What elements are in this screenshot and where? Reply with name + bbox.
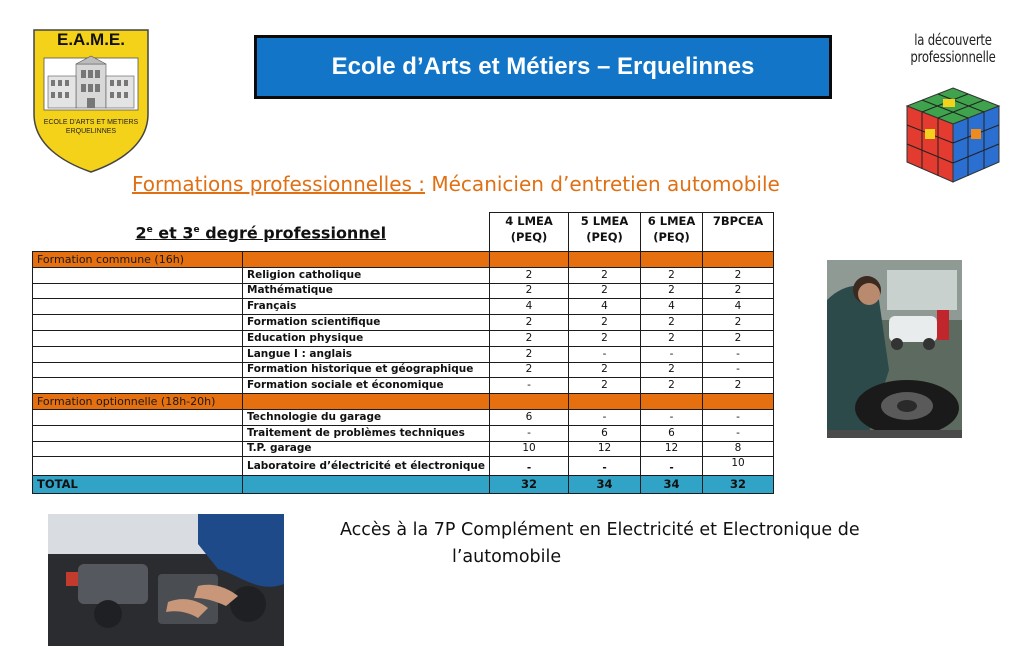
value-cell: 2 — [569, 330, 641, 346]
value-cell: 2 — [569, 283, 641, 299]
total-label: TOTAL — [33, 476, 243, 494]
column-header: 5 LMEA (PEQ) — [569, 213, 641, 252]
value-cell: 2 — [490, 330, 569, 346]
table-row — [33, 315, 774, 331]
rubik-cube-logo — [903, 82, 1003, 186]
engine-repair-photo — [48, 514, 284, 646]
value-cell: 2 — [703, 283, 774, 299]
subject-cell: Formation scientifique — [243, 315, 490, 331]
access-note: Accès à la 7P Complément en Electricité et Electronique de l’automobile — [340, 520, 860, 567]
value-cell: - — [569, 346, 641, 362]
value-cell: - — [490, 378, 569, 394]
course-table — [32, 212, 774, 494]
value-cell: - — [703, 425, 774, 441]
value-cell: 2 — [641, 330, 703, 346]
common-rows — [33, 267, 774, 393]
subject-cell: Français — [243, 299, 490, 315]
value-cell: 4 — [569, 299, 641, 315]
value-cell: - — [641, 346, 703, 362]
value-cell: 10 — [703, 457, 774, 476]
value-cell: 2 — [569, 315, 641, 331]
mechanic-tire-photo — [827, 260, 962, 438]
value-cell: 2 — [490, 346, 569, 362]
value-cell: - — [641, 457, 703, 476]
table-row — [33, 378, 774, 394]
header-banner — [254, 35, 832, 99]
table-row — [33, 346, 774, 362]
value-cell: 2 — [490, 315, 569, 331]
subject-cell: Traitement de problèmes techniques — [243, 425, 490, 441]
subject-cell: Technologie du garage — [243, 409, 490, 425]
value-cell: 6 — [490, 409, 569, 425]
table-row — [33, 267, 774, 283]
value-cell: 6 — [641, 425, 703, 441]
value-cell: 2 — [703, 330, 774, 346]
value-cell: - — [703, 409, 774, 425]
section-label: Formation commune (16h) — [33, 252, 243, 268]
value-cell: - — [703, 362, 774, 378]
page-title: Ecole d’Arts et Métiers – Erquelinnes — [331, 53, 755, 80]
section-row-common — [33, 252, 774, 268]
value-cell: - — [490, 425, 569, 441]
value-cell: - — [569, 457, 641, 476]
degree-heading: 2e et 3e degré professionnel — [135, 223, 387, 243]
section-row-optional — [33, 394, 774, 410]
value-cell: 2 — [703, 267, 774, 283]
value-cell: 2 — [641, 267, 703, 283]
subject-cell: Formation historique et géographique — [243, 362, 490, 378]
table-row — [33, 330, 774, 346]
total-value: 32 — [490, 476, 569, 494]
value-cell: - — [641, 409, 703, 425]
table-row — [33, 283, 774, 299]
value-cell: 2 — [569, 378, 641, 394]
subtitle — [132, 172, 780, 196]
value-cell: 12 — [641, 441, 703, 457]
value-cell: 2 — [703, 378, 774, 394]
table-row — [33, 299, 774, 315]
value-cell: 2 — [569, 267, 641, 283]
subject-cell: T.P. garage — [243, 441, 490, 457]
table-row — [33, 425, 774, 441]
shield-caption: ECOLE D'ARTS ET METIERS ERQUELINNES — [43, 119, 139, 135]
value-cell: 10 — [490, 441, 569, 457]
value-cell: 2 — [490, 362, 569, 378]
subject-cell: Education physique — [243, 330, 490, 346]
value-cell: 2 — [641, 378, 703, 394]
subject-cell: Formation sociale et économique — [243, 378, 490, 394]
value-cell: 2 — [641, 315, 703, 331]
column-header: 4 LMEA (PEQ) — [490, 213, 569, 252]
value-cell: 2 — [490, 283, 569, 299]
subject-cell: Mathématique — [243, 283, 490, 299]
subtitle-course: Mécanicien d’entretien automobile — [431, 172, 780, 196]
subject-cell: Laboratoire d’électricité et électronique — [243, 457, 490, 476]
total-row — [33, 476, 774, 494]
value-cell: 2 — [569, 362, 641, 378]
table-row — [33, 457, 774, 476]
subject-cell: Religion catholique — [243, 267, 490, 283]
value-cell: 2 — [641, 362, 703, 378]
value-cell: 4 — [703, 299, 774, 315]
value-cell: 6 — [569, 425, 641, 441]
table-row — [33, 441, 774, 457]
total-value: 32 — [703, 476, 774, 494]
subject-cell: Langue I : anglais — [243, 346, 490, 362]
table-row — [33, 362, 774, 378]
subtitle-main: Formations professionnelles : — [132, 172, 426, 196]
value-cell: - — [703, 346, 774, 362]
shield-title: E.A.M.E. — [56, 30, 125, 49]
value-cell: 4 — [490, 299, 569, 315]
section-label: Formation optionnelle (18h-20h) — [33, 394, 243, 410]
decouverte-logo-text: la découverte professionnelle — [910, 31, 996, 66]
value-cell: 2 — [703, 315, 774, 331]
value-cell: - — [569, 409, 641, 425]
column-header: 6 LMEA (PEQ) — [641, 213, 703, 252]
value-cell: 8 — [703, 441, 774, 457]
value-cell: 12 — [569, 441, 641, 457]
value-cell: - — [490, 457, 569, 476]
total-value: 34 — [641, 476, 703, 494]
total-value: 34 — [569, 476, 641, 494]
table-row — [33, 409, 774, 425]
value-cell: 4 — [641, 299, 703, 315]
value-cell: 2 — [641, 283, 703, 299]
optional-rows — [33, 409, 774, 456]
column-header: 7BPCEA — [703, 213, 774, 252]
value-cell: 2 — [490, 267, 569, 283]
